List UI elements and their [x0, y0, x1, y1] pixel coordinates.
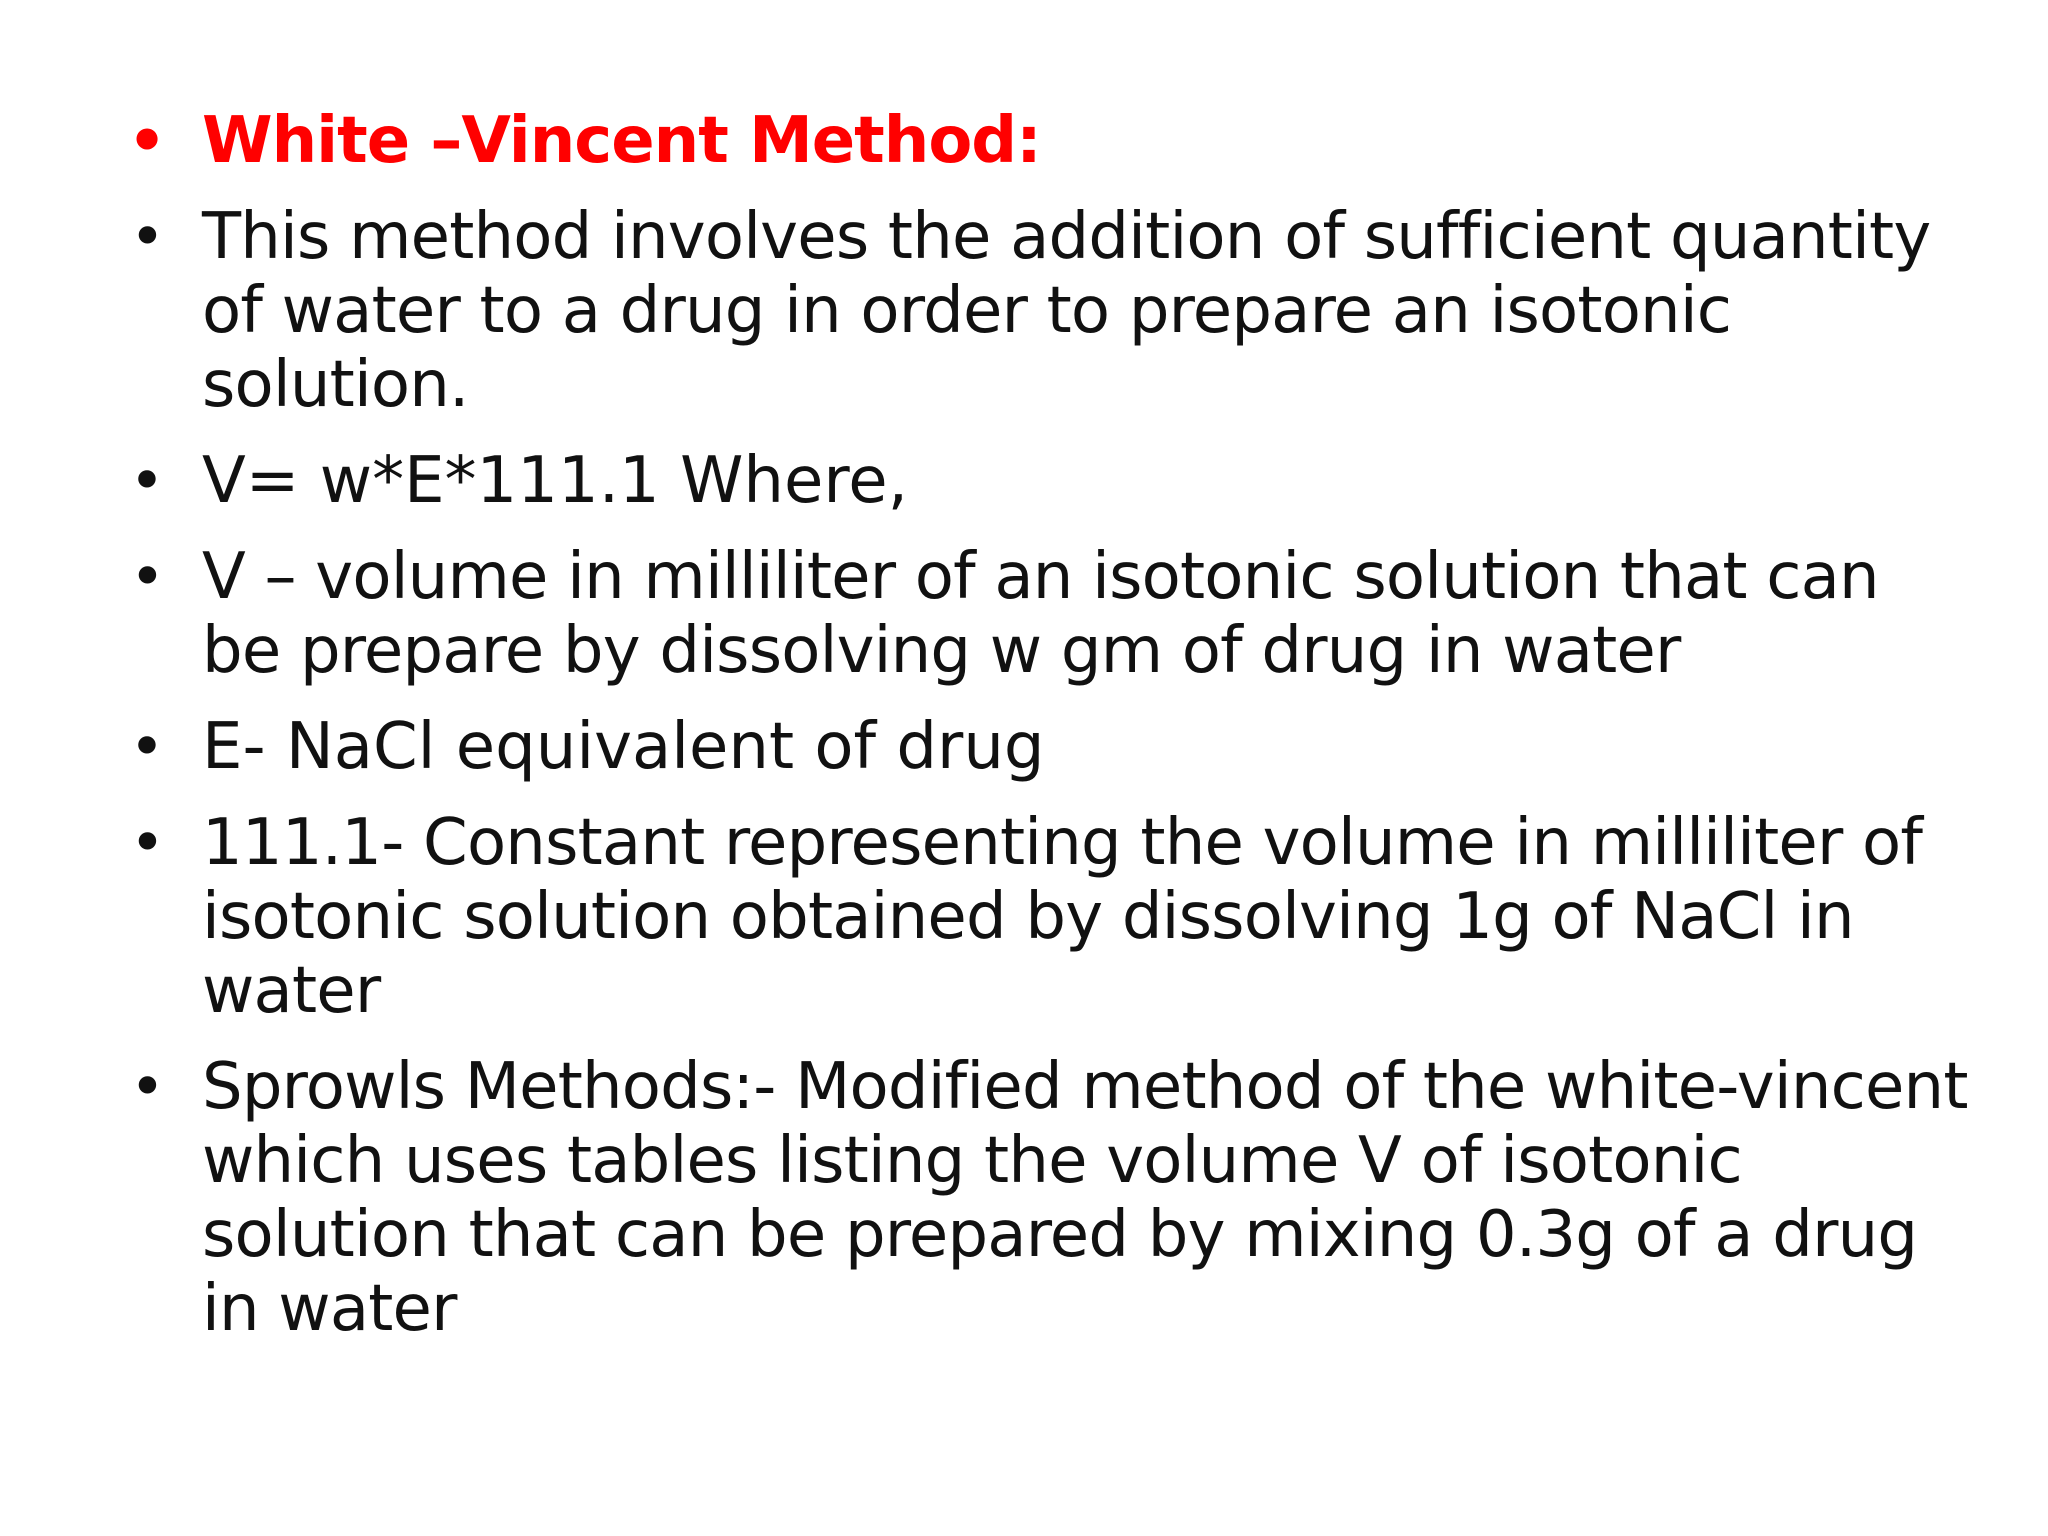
bullet-text-equivalent: E- NaCl equivalent of drug — [202, 710, 1045, 784]
bullet-item-volume — [112, 540, 1972, 688]
bullet-text-constant: 111.1- Constant representing the volume in milliliter of isotonic solution obtained by dissolving 1g of NaCl in water — [202, 806, 1923, 1028]
bullet-dot-icon: • — [129, 1052, 165, 1122]
bullet-text-heading: White –Vincent Method: — [202, 104, 1041, 178]
bullet-item-sprowls — [112, 1050, 1972, 1346]
bullet-dot-icon: • — [129, 808, 165, 878]
bullet-item-constant — [112, 806, 1972, 1028]
bullet-item-equivalent — [112, 710, 1972, 784]
bullet-text-volume: V – volume in milliliter of an isotonic solution that can be prepare by dissolving w gm of drug in water — [202, 540, 1879, 688]
bullet-dot-icon: • — [129, 712, 165, 782]
bullet-item-definition — [112, 200, 1972, 422]
bullet-dot-icon: • — [127, 106, 167, 176]
bullet-list — [112, 104, 1972, 1368]
bullet-item-formula — [112, 444, 1972, 518]
bullet-dot-icon: • — [129, 542, 165, 612]
bullet-dot-icon: • — [129, 202, 165, 272]
bullet-text-definition: This method involves the addition of sufficient quantity of water to a drug in order to prepare an isotonic solution. — [202, 200, 1931, 422]
bullet-text-formula: V= w*E*111.1 Where, — [202, 444, 908, 518]
bullet-item-heading — [112, 104, 1972, 178]
bullet-dot-icon: • — [129, 446, 165, 516]
bullet-text-sprowls: Sprowls Methods:- Modified method of the white-vincent which uses tables listing the volume V of isotonic solution that can be prepared by mixing 0.3g of a drug in water — [202, 1050, 1968, 1346]
